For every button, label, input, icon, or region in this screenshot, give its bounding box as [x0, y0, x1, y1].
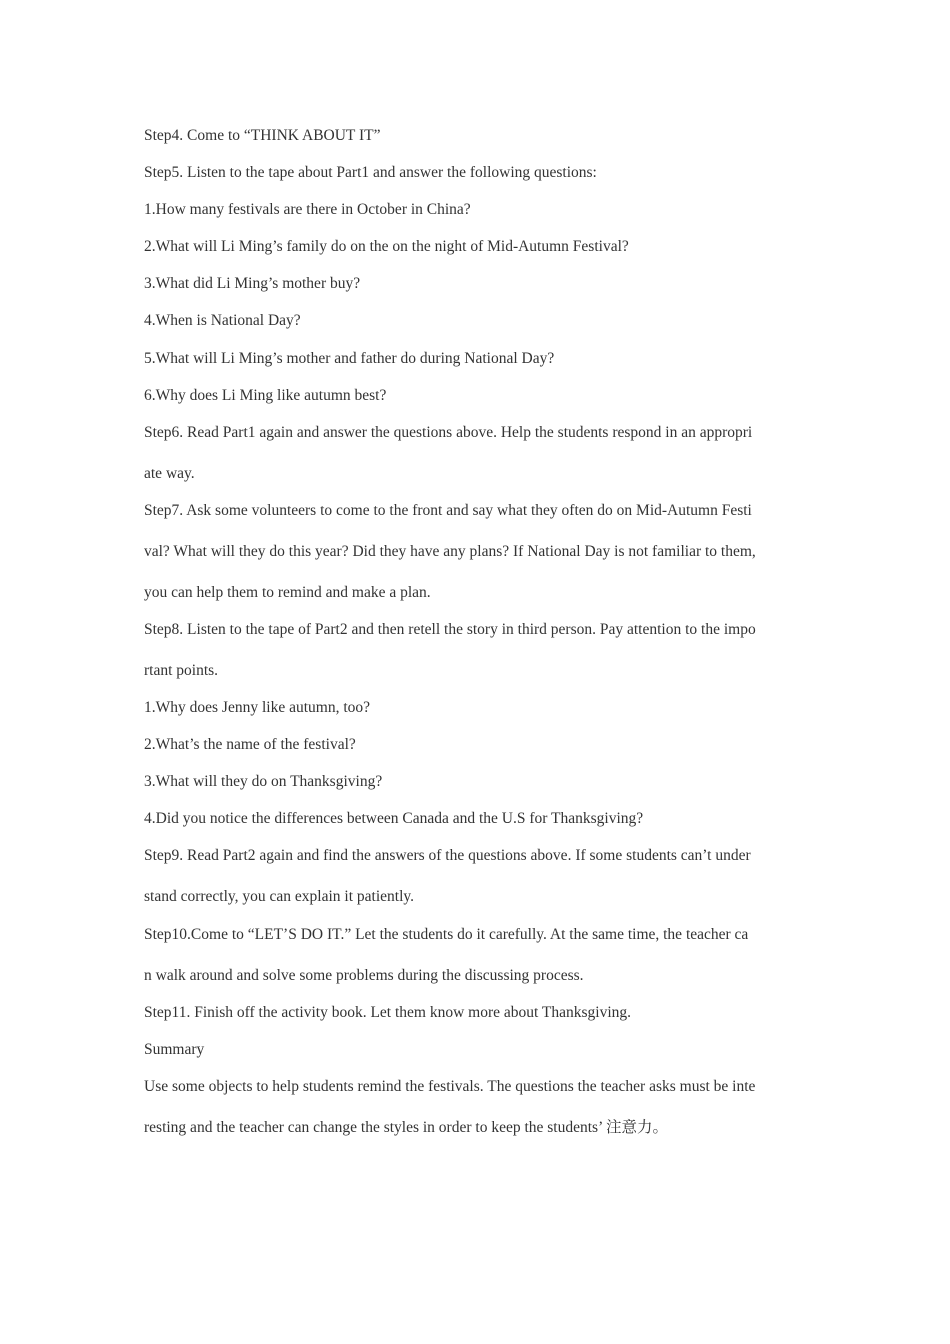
step8-line-1: Step8. Listen to the tape of Part2 and then retell the story in third person. Pay attention to the impo — [144, 620, 756, 638]
step10-line-2: n walk around and solve some problems during the discussing process. — [144, 966, 584, 984]
question-6-line: 6.Why does Li Ming like autumn best? — [144, 386, 387, 404]
summary-line-1: Use some objects to help students remind the festivals. The questions the teacher asks must be inte — [144, 1077, 756, 1095]
step8-line-2: rtant points. — [144, 661, 219, 679]
step7-line-2: val? What will they do this year? Did they have any plans? If National Day is not familiar to them, — [144, 542, 756, 560]
part2-question-2-line: 2.What’s the name of the festival? — [144, 736, 356, 754]
document-page — [144, 122, 824, 1151]
part2-question-1-line: 1.Why does Jenny like autumn, too? — [144, 699, 370, 717]
part2-question-4-line: 4.Did you notice the differences between Canada and the U.S for Thanksgiving? — [144, 810, 644, 828]
part2-question-3-line: 3.What will they do on Thanksgiving? — [144, 773, 383, 791]
step9-line-2: stand correctly, you can explain it patiently. — [144, 888, 415, 906]
step6-line-2: ate way. — [144, 464, 195, 482]
step11-line: Step11. Finish off the activity book. Let them know more about Thanksgiving. — [144, 1003, 632, 1021]
summary-line-2: resting and the teacher can change the styles in order to keep the students’ 注意力。 — [144, 1118, 668, 1136]
question-1-line: 1.How many festivals are there in October in China? — [144, 201, 471, 219]
question-2-line: 2.What will Li Ming’s family do on the on the night of Mid-Autumn Festival? — [144, 238, 629, 256]
step9-line-1: Step9. Read Part2 again and find the answers of the questions above. If some students can’t under — [144, 847, 751, 865]
summary-heading: Summary — [144, 1040, 205, 1058]
question-4-line: 4.When is National Day? — [144, 312, 301, 330]
step4-line: Step4. Come to “THINK ABOUT IT” — [144, 127, 381, 144]
step7-line-1: Step7. Ask some volunteers to come to the front and say what they often do on Mid-Autumn Festi — [144, 501, 752, 519]
step10-line-1: Step10.Come to “LET’S DO IT.” Let the students do it carefully. At the same time, the teacher ca — [144, 925, 749, 943]
question-5-line: 5.What will Li Ming’s mother and father do during National Day? — [144, 349, 555, 367]
question-3-line: 3.What did Li Ming’s mother buy? — [144, 275, 361, 293]
step5-line: Step5. Listen to the tape about Part1 and answer the following questions: — [144, 164, 597, 182]
step7-line-3: you can help them to remind and make a plan. — [144, 583, 431, 601]
step6-line-1: Step6. Read Part1 again and answer the questions above. Help the students respond in an appropri — [144, 423, 753, 441]
